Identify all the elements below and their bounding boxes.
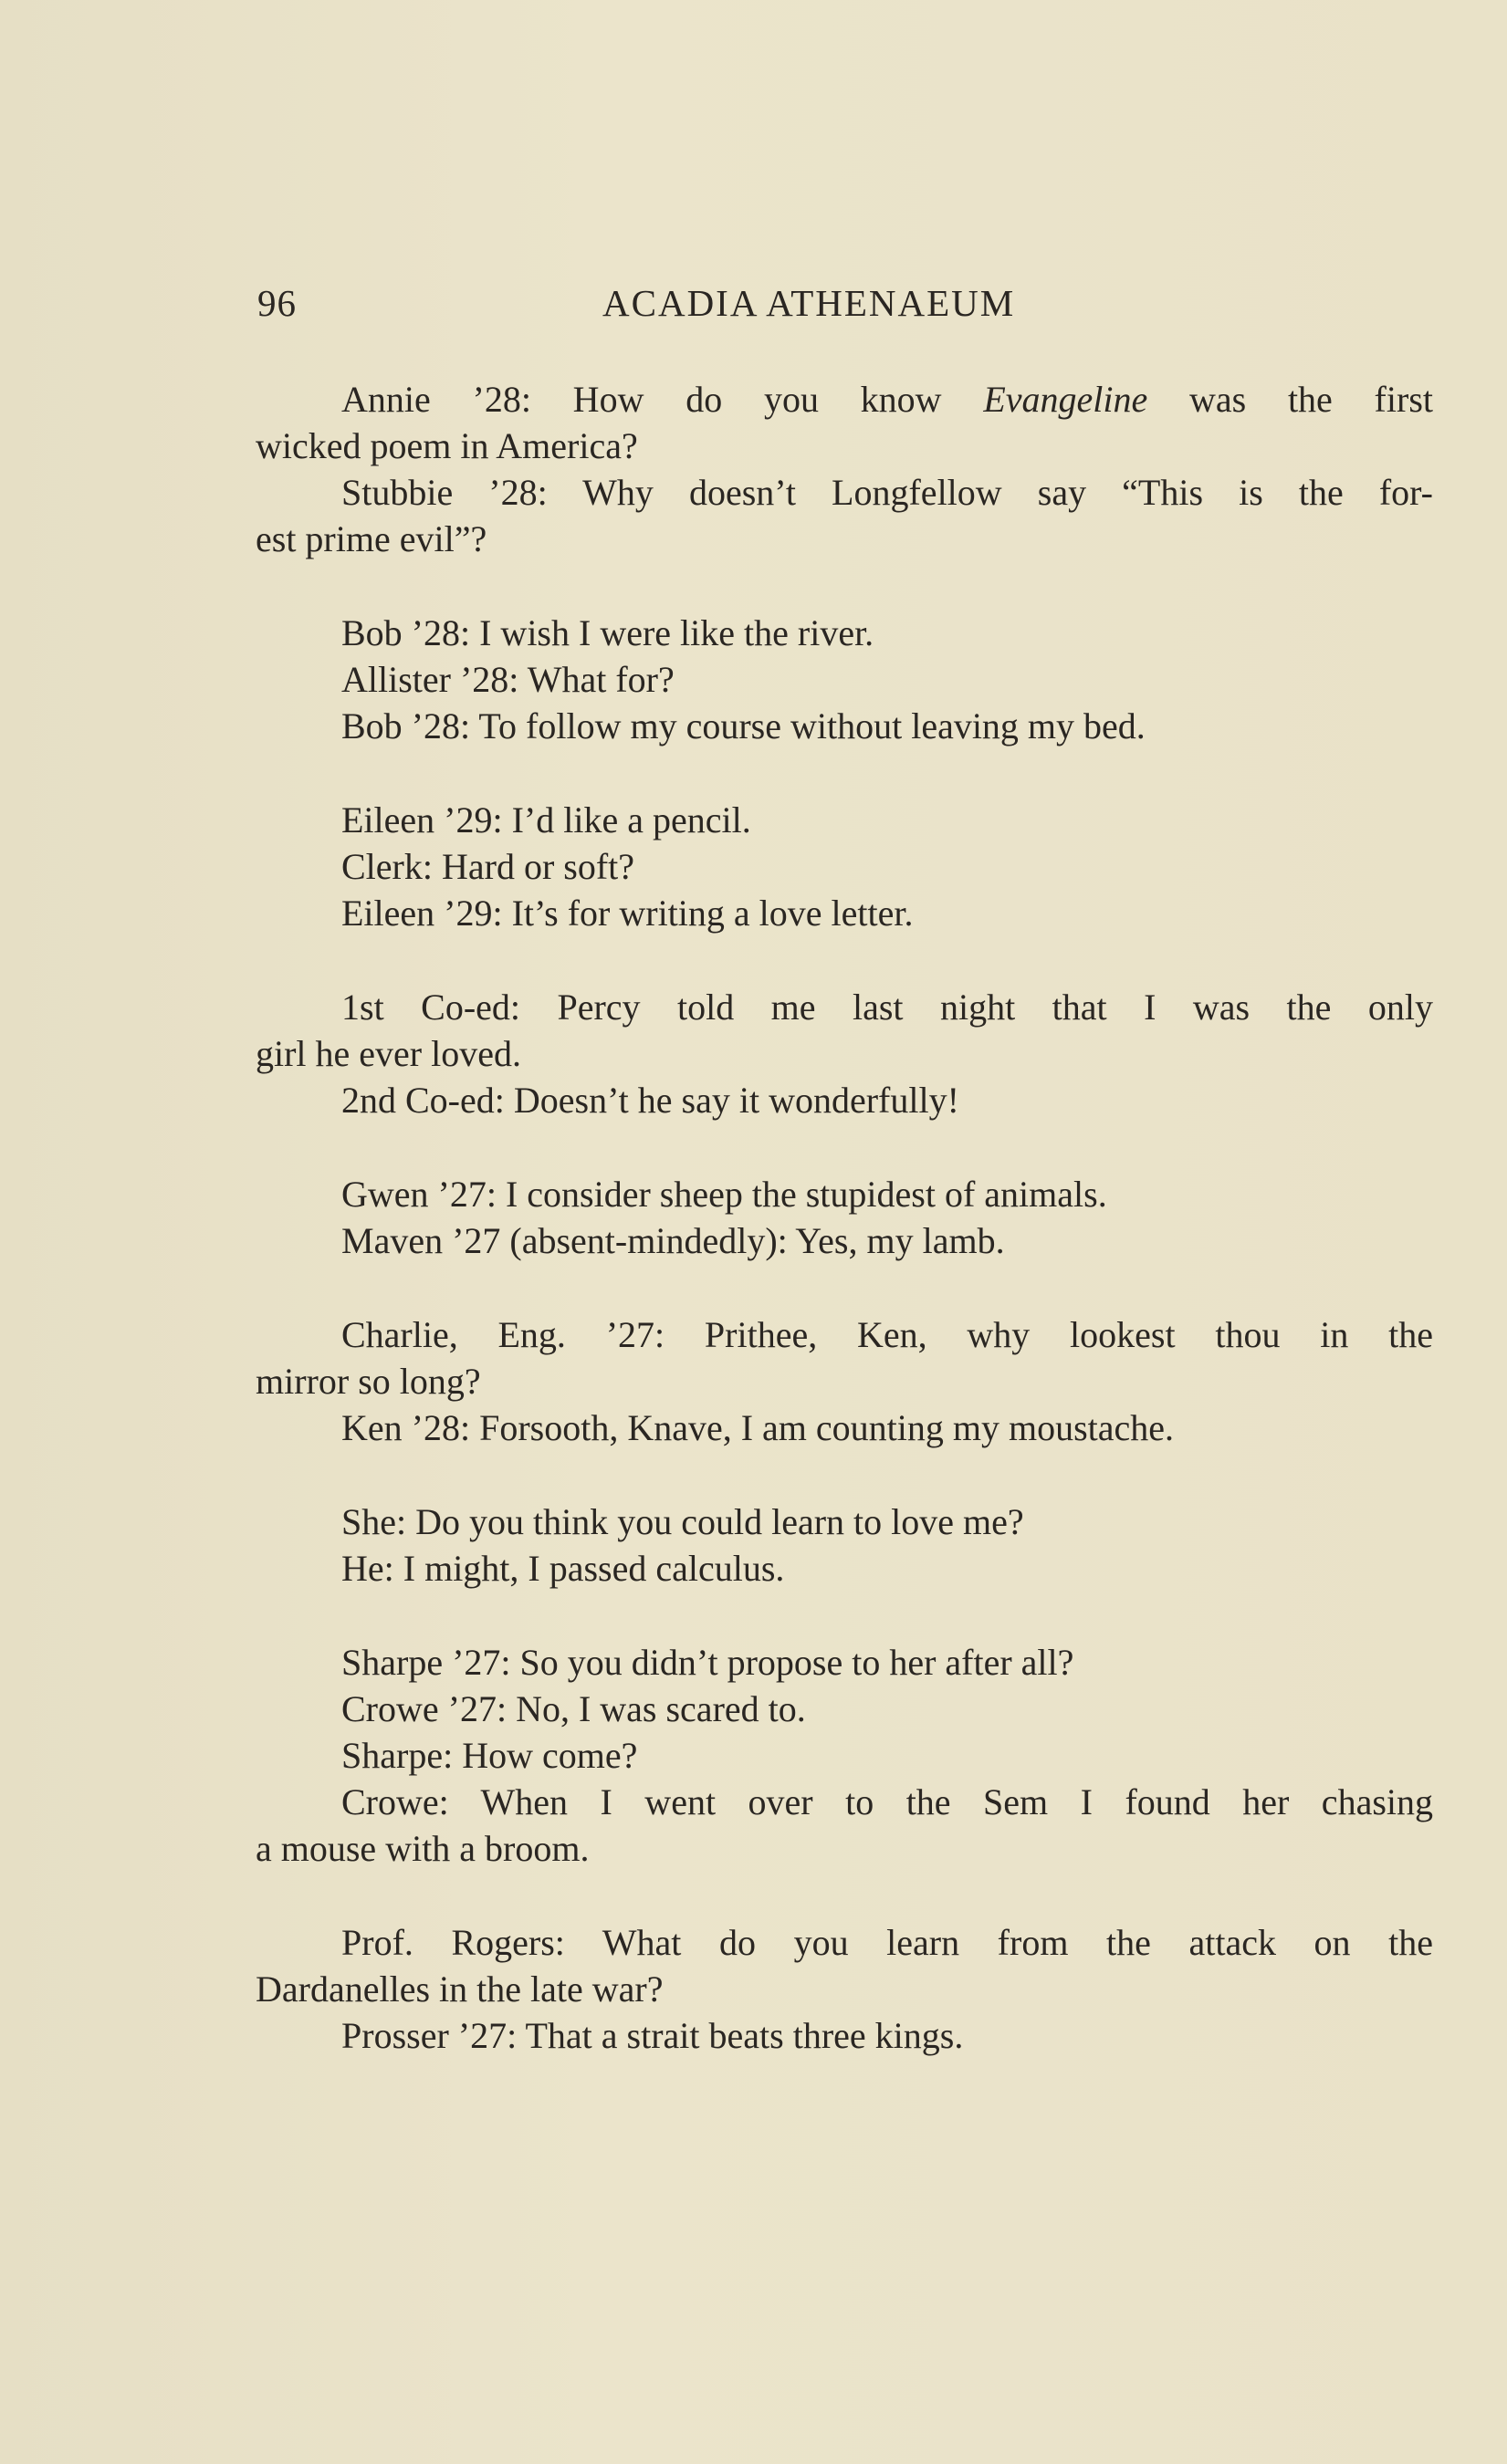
text-line: She: Do you think you could learn to love me? xyxy=(341,1501,1024,1542)
joke-block xyxy=(256,1311,1433,1451)
block-gap xyxy=(256,749,1433,797)
journal-title: ACADIA ATHENAEUM xyxy=(602,282,1016,324)
text-line: Bob ’28: To follow my course without leaving my bed. xyxy=(341,705,1146,747)
block-gap xyxy=(256,1451,1433,1498)
text-line: Eileen ’29: It’s for writing a love letter. xyxy=(341,893,914,934)
joke-block xyxy=(256,984,1433,1123)
joke-block xyxy=(256,797,1433,936)
text-line: Sharpe: How come? xyxy=(341,1735,638,1776)
running-header xyxy=(257,281,1179,336)
joke-block xyxy=(256,1919,1433,2059)
text-line: Maven ’27 (absent-mindedly): Yes, my lamb. xyxy=(341,1220,1005,1261)
text-line: Stubbie ’28: Why doesn’t Longfellow say “This is the for- xyxy=(341,472,1433,513)
text-line xyxy=(256,376,1433,423)
joke-block xyxy=(256,376,1433,562)
text-line: Crowe ’27: No, I was scared to. xyxy=(341,1688,806,1729)
text-line: Prof. Rogers: What do you learn from the attack on the xyxy=(341,1922,1433,1963)
block-gap xyxy=(256,562,1433,610)
block-gap xyxy=(256,1872,1433,1919)
text-line: Charlie, Eng. ’27: Prithee, Ken, why lookest thou in the xyxy=(341,1314,1433,1355)
text-line: He: I might, I passed calculus. xyxy=(341,1548,785,1589)
text-line: 1st Co-ed: Percy told me last night that I was the only xyxy=(341,987,1433,1028)
text-line: Dardanelles in the late war? xyxy=(256,1968,664,2010)
text-line: Allister ’28: What for? xyxy=(341,659,675,700)
text-line: Sharpe ’27: So you didn’t propose to her after all? xyxy=(341,1642,1074,1683)
joke-block xyxy=(256,1498,1433,1592)
block-gap xyxy=(256,1592,1433,1639)
text-line: Eileen ’29: I’d like a pencil. xyxy=(341,799,751,840)
text-line: wicked poem in America? xyxy=(256,425,638,466)
text-line: girl he ever loved. xyxy=(256,1033,521,1074)
text-line: Clerk: Hard or soft? xyxy=(341,846,635,887)
text-line: a mouse with a broom. xyxy=(256,1828,590,1869)
text-span: Annie ’28: How do you know xyxy=(341,379,984,420)
text-line: Bob ’28: I wish I were like the river. xyxy=(341,612,874,653)
page-content xyxy=(256,376,1433,2059)
text-line: Ken ’28: Forsooth, Knave, I am counting my moustache. xyxy=(341,1407,1175,1448)
joke-block xyxy=(256,1639,1433,1872)
page-number: 96 xyxy=(257,282,297,324)
text-line: est prime evil”? xyxy=(256,518,487,559)
text-line: 2nd Co-ed: Doesn’t he say it wonderfully! xyxy=(341,1080,959,1121)
text-line: mirror so long? xyxy=(256,1361,481,1402)
text-line: Crowe: When I went over to the Sem I found her chasing xyxy=(341,1781,1433,1822)
joke-block xyxy=(256,610,1433,749)
joke-block xyxy=(256,1171,1433,1264)
text-span: was the first xyxy=(1147,379,1433,420)
italic-title: Evangeline xyxy=(983,379,1148,420)
text-line: Gwen ’27: I consider sheep the stupidest of animals. xyxy=(341,1174,1107,1215)
text-line: Prosser ’27: That a strait beats three kings. xyxy=(341,2015,964,2056)
block-gap xyxy=(256,1264,1433,1311)
block-gap xyxy=(256,1123,1433,1171)
block-gap xyxy=(256,936,1433,984)
